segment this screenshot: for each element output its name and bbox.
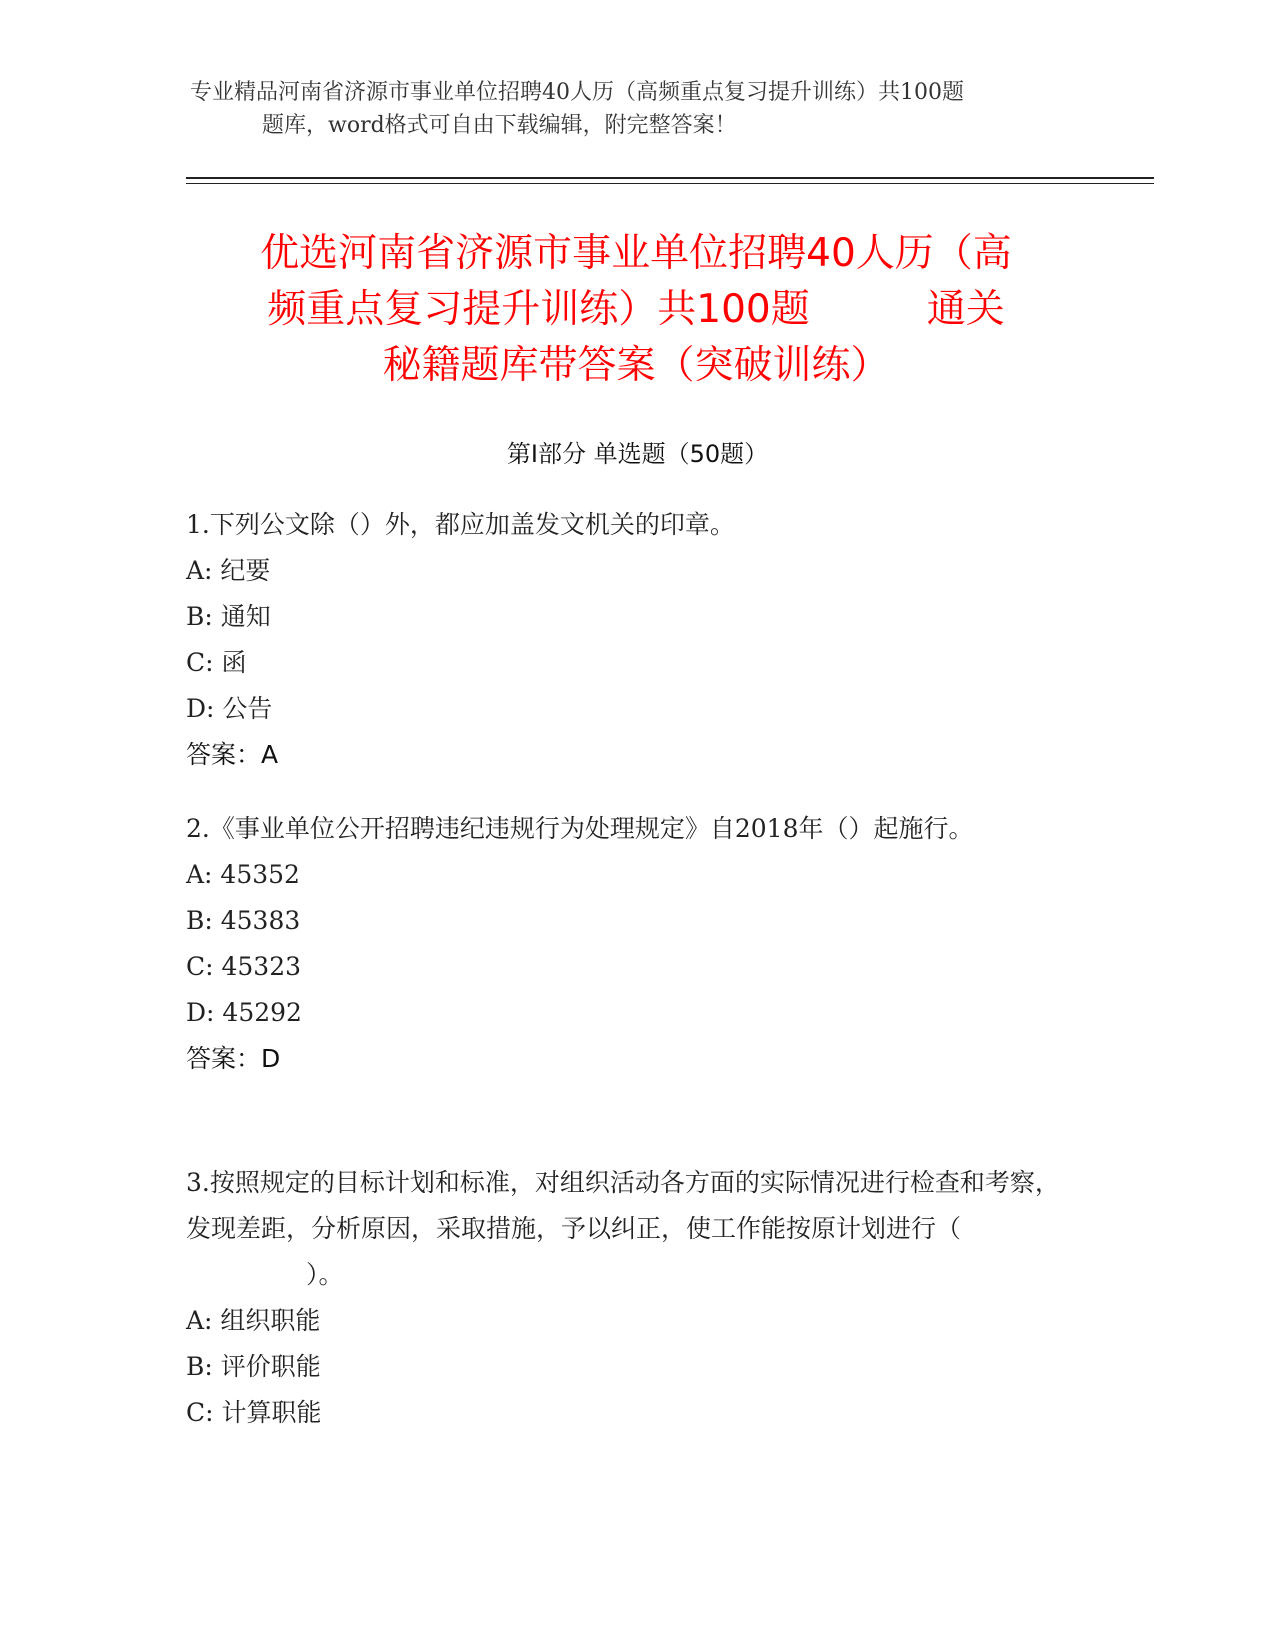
header-rule-thin — [186, 183, 1154, 184]
header-note — [190, 76, 1090, 142]
option-b: B: 评价职能 — [186, 1352, 321, 1381]
title-line2: 频重点复习提升训练）共100题 通关 — [267, 287, 1005, 332]
header-note-line2: 题库，word格式可自由下载编辑，附完整答案！ — [262, 113, 737, 138]
answer: 答案：D — [186, 1044, 281, 1073]
title-line3: 秘籍题库带答案（突破训练） — [382, 343, 890, 388]
option-b: B: 45383 — [186, 906, 301, 935]
question-2 — [186, 806, 1066, 1082]
answer: 答案：A — [186, 740, 279, 769]
section-heading: 第Ⅰ部分 单选题（50题） — [506, 440, 769, 468]
question-stem: 2.《事业单位公开招聘违纪违规行为处理规定》自2018年（）起施行。 — [186, 814, 974, 843]
question-stem-end: ）。 — [306, 1260, 344, 1289]
option-a: A: 纪要 — [186, 556, 271, 585]
header-note-line1: 专业精品河南省济源市事业单位招聘40人历（高频重点复习提升训练）共100题 — [190, 80, 964, 105]
option-a: A: 45352 — [186, 860, 300, 889]
option-c: C: 计算职能 — [186, 1398, 322, 1427]
option-a: A: 组织职能 — [186, 1306, 321, 1335]
question-stem: 1.下列公文除（）外，都应加盖发文机关的印章。 — [186, 510, 735, 539]
option-c: C: 函 — [186, 648, 247, 677]
question-1 — [186, 502, 1066, 778]
option-b: B: 通知 — [186, 602, 271, 631]
option-c: C: 45323 — [186, 952, 302, 981]
question-stem — [186, 1160, 1066, 1298]
option-d: D: 公告 — [186, 694, 273, 723]
question-stem-text: 3.按照规定的目标计划和标准，对组织活动各方面的实际情况进行检查和考察，发现差距，分析原因，采取措施，予以纠正，使工作能按原计划进行（ — [186, 1168, 1060, 1243]
document-title — [186, 226, 1086, 394]
question-3 — [186, 1160, 1066, 1436]
option-d: D: 45292 — [186, 998, 302, 1027]
header-rule-thick — [186, 177, 1154, 179]
title-line1: 优选河南省济源市事业单位招聘40人历（高 — [260, 231, 1012, 276]
